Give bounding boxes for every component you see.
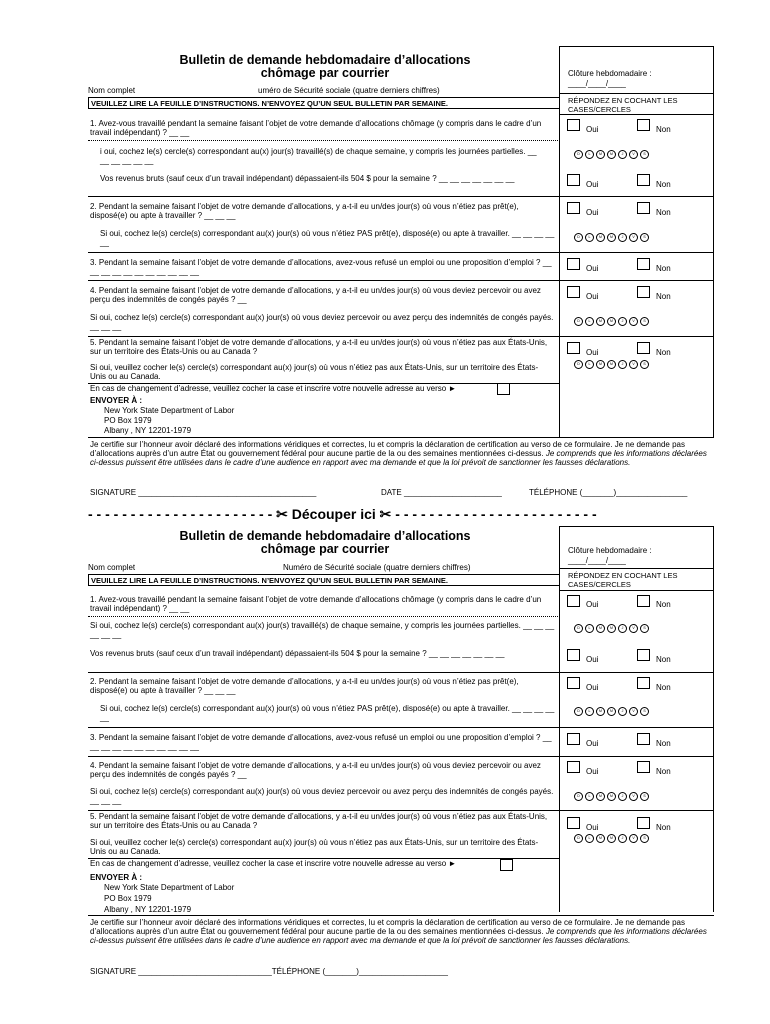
day-circle[interactable]: D	[574, 792, 583, 801]
question-5a: Si oui, veuillez cocher le(s) cercle(s) correspondant au(x) jour(s) où vous n’étiez pas aux États-Unis, sur un territoire des États-Unis ou au Canada.	[90, 838, 539, 856]
day-circle[interactable]: D	[574, 317, 583, 326]
day-circle[interactable]: J	[618, 624, 627, 633]
instructions-banner: VEUILLEZ LIRE LA FEUILLE D’INSTRUCTIONS. N’ENVOYEZ QU’UN SEUL BULLETIN PAR SEMAINE.	[88, 97, 560, 109]
day-circle[interactable]: M	[607, 317, 616, 326]
day-circle[interactable]: V	[629, 360, 638, 369]
day-circle[interactable]: V	[629, 233, 638, 242]
form-title	[155, 54, 495, 80]
day-circle[interactable]: L	[585, 834, 594, 843]
phone-field[interactable]: TÉLÉPHONE (_______)________________	[529, 488, 688, 497]
address-line-2: PO Box 1979	[104, 894, 152, 903]
day-circle[interactable]: J	[618, 834, 627, 843]
day-circle[interactable]: V	[629, 317, 638, 326]
address-line-1: New York State Department of Labor	[104, 406, 235, 415]
address-line-1: New York State Department of Labor	[104, 883, 235, 892]
q5-yes-checkbox[interactable]	[567, 342, 580, 354]
no-label: Non	[656, 264, 671, 273]
question-4: 4. Pendant la semaine faisant l’objet de votre demande d’allocations, y a-t-il eu un/des jour(s) où vous deviez percevoir ou avez perçu des indemnités de congés payés ? __	[90, 286, 541, 304]
day-circle[interactable]: V	[629, 834, 638, 843]
question-4a: Si oui, cochez le(s) cercle(s) correspondant au(x) jour(s) où vous deviez percevoir ou avez perçu des indemnités de congés payés. __ __ __	[90, 787, 554, 805]
day-circle[interactable]: L	[585, 707, 594, 716]
dotted-divider	[88, 616, 560, 617]
day-circle[interactable]: L	[585, 624, 594, 633]
divider	[88, 810, 714, 811]
address-line-3: Albany , NY 12201-1979	[104, 426, 192, 435]
q4-day-circles	[574, 792, 649, 801]
day-circle[interactable]: D	[574, 360, 583, 369]
day-circle[interactable]: D	[574, 233, 583, 242]
address-line-2: PO Box 1979	[104, 416, 152, 425]
q2-yes-checkbox[interactable]	[567, 677, 580, 689]
divider	[88, 915, 714, 916]
q1-yes-checkbox[interactable]	[567, 595, 580, 607]
divider	[559, 114, 714, 115]
cloture-field[interactable]: ____/____/____	[568, 79, 626, 88]
question-2: 2. Pendant la semaine faisant l’objet de votre demande d’allocations, y a-t-il eu un/des jour(s) où vous n’étiez pas prêt(e), disposé(e) ou apte à travailler ? __ __ __	[90, 202, 519, 220]
divider	[88, 437, 714, 438]
day-circle[interactable]: J	[618, 233, 627, 242]
signature-phone-field[interactable]: SIGNATURE ______________________________TÉLÉPHONE (_______)____________________	[90, 967, 448, 976]
q2-no-checkbox[interactable]	[637, 677, 650, 689]
question-1: 1. Avez-vous travaillé pendant la semaine faisant l’objet de votre demande d’allocations chômage (y compris dans le cadre d’un travail indépendant) ? __ __	[90, 119, 542, 137]
day-circle[interactable]: M	[607, 360, 616, 369]
yes-label: Oui	[586, 739, 599, 748]
day-circle[interactable]: V	[629, 150, 638, 159]
day-circle[interactable]: V	[629, 707, 638, 716]
yes-label: Oui	[586, 683, 599, 692]
day-circle[interactable]: L	[585, 792, 594, 801]
q1b-yes-checkbox[interactable]	[567, 174, 580, 186]
divider	[559, 568, 714, 569]
day-circle[interactable]: D	[574, 150, 583, 159]
no-label: Non	[656, 683, 671, 692]
question-1a: i oui, cochez le(s) cercle(s) correspondant au(x) jour(s) travaillé(s) de chaque semaine, y compris les journées partielles. __ __ __ __ __ __	[100, 147, 537, 165]
day-circle[interactable]: M	[596, 624, 605, 633]
instructions-banner: VEUILLEZ LIRE LA FEUILLE D’INSTRUCTIONS. N’ENVOYEZ QU’UN SEUL BULLETIN PAR SEMAINE.	[88, 574, 560, 586]
question-4a: Si oui, cochez le(s) cercle(s) correspondant au(x) jour(s) où vous deviez percevoir ou avez perçu des indemnités de congés payés. __ __ __	[90, 313, 554, 331]
day-circle[interactable]: M	[607, 624, 616, 633]
yes-label: Oui	[586, 208, 599, 217]
yes-label: Oui	[586, 600, 599, 609]
ssn-field-label: uméro de Sécurité sociale (quatre derniers chiffres)	[258, 86, 440, 95]
day-circle[interactable]: M	[596, 233, 605, 242]
question-5: 5. Pendant la semaine faisant l’objet de votre demande d’allocations, y a-t-il eu un/des jour(s) où vous n’étiez pas aux États-Unis, sur un territoire des États-Unis ou au Canada ?	[90, 812, 548, 830]
cut-here-line: - - - - - - - - - - - - - - - - - - - - - - ✂ Découper ici ✂ - - - - - - - - - - - - - - - - - - - - - - - -	[88, 506, 597, 522]
question-1a: Si oui, cochez le(s) cercle(s) correspondant au(x) jour(s) travaillé(s) de chaque semaine, y compris les journées partielles. __ __ __ __ __ __	[90, 621, 555, 639]
no-label: Non	[656, 823, 671, 832]
day-circle[interactable]: J	[618, 150, 627, 159]
day-circle[interactable]: M	[596, 792, 605, 801]
day-circle[interactable]: L	[585, 150, 594, 159]
question-5: 5. Pendant la semaine faisant l’objet de votre demande d’allocations, y a-t-il eu un/des jour(s) où vous n’étiez pas aux États-Unis, sur un territoire des États-Unis ou au Canada ?	[90, 338, 548, 356]
q1b-yes-checkbox[interactable]	[567, 649, 580, 661]
certification-text-normal: Je certifie sur l’honneur avoir déclaré des informations véridiques et correctes, lu et compris la déclaration de certification au verso de ce formulaire. Je ne demande pas d’allocations auprès d’un autre État ou gouvernement fédéral pour aucune partie de la ou des semaines mentionnées ci-dessus.	[90, 918, 685, 936]
yes-label: Oui	[586, 264, 599, 273]
address-change-checkbox[interactable]	[500, 859, 513, 871]
no-label: Non	[656, 739, 671, 748]
day-circle[interactable]: V	[629, 792, 638, 801]
right-box-top-border	[559, 46, 714, 47]
send-to-label: ENVOYER À :	[90, 873, 143, 882]
name-field-label: Nom complet	[88, 563, 136, 572]
day-circle[interactable]: M	[607, 233, 616, 242]
day-circle[interactable]: S	[640, 792, 649, 801]
cloture-label: Clôture hebdomadaire :	[568, 546, 652, 555]
repondez-label: RÉPONDEZ EN COCHANT LES	[568, 571, 678, 580]
day-circle[interactable]: S	[640, 317, 649, 326]
q1-no-checkbox[interactable]	[637, 595, 650, 607]
day-circle[interactable]: J	[618, 360, 627, 369]
cloture-field[interactable]: ____/____/____	[568, 556, 626, 565]
day-circle[interactable]: S	[640, 834, 649, 843]
day-circle[interactable]: L	[585, 360, 594, 369]
q5-yes-checkbox[interactable]	[567, 817, 580, 829]
q5-day-circles	[574, 360, 649, 369]
no-label: Non	[656, 655, 671, 664]
address-change-checkbox[interactable]	[497, 383, 510, 395]
q1-yes-checkbox[interactable]	[567, 119, 580, 131]
address-change-text: En cas de changement d’adresse, veuillez cocher la case et inscrire votre nouvelle adresse au verso ►	[90, 384, 457, 393]
q4-no-checkbox[interactable]	[637, 761, 650, 773]
day-circle[interactable]: J	[618, 792, 627, 801]
day-circle[interactable]: M	[607, 150, 616, 159]
yes-label: Oui	[586, 292, 599, 301]
q1-day-circles	[574, 150, 649, 159]
day-circle[interactable]: S	[640, 150, 649, 159]
divider	[559, 93, 714, 94]
yes-label: Oui	[586, 125, 599, 134]
q1b-no-checkbox[interactable]	[637, 649, 650, 661]
certification-text-italic: Je comprends que les informations déclarées ci-dessus puissent être utilisées dans le cadre d’une audience en rapport avec ma demande et que la loi prévoit de sanctionner les fausses déclarations.	[90, 927, 707, 945]
q1-day-circles	[574, 624, 649, 633]
date-field[interactable]: DATE ______________________	[381, 488, 502, 497]
repondez-label-2: CASES/CERCLES	[568, 580, 631, 589]
title-line2: chômage par courrier	[260, 66, 390, 80]
question-3: 3. Pendant la semaine faisant l’objet de votre demande d’allocations, avez-vous refusé un emploi ou une proposition d’emploi ? __ __ __ __ __ __ __ __ __ __ __	[90, 258, 552, 276]
yes-label: Oui	[586, 823, 599, 832]
day-circle[interactable]: S	[640, 624, 649, 633]
yes-label: Oui	[586, 655, 599, 664]
question-3: 3. Pendant la semaine faisant l’objet de votre demande d’allocations, avez-vous refusé un emploi ou une proposition d’emploi ? __ __ __ __ __ __ __ __ __ __ __	[90, 733, 552, 751]
yes-label: Oui	[586, 180, 599, 189]
title-line1: Bulletin de demande hebdomadaire d’allocations	[179, 53, 471, 67]
right-box-right-border	[713, 526, 714, 912]
day-circle[interactable]: M	[596, 150, 605, 159]
day-circle[interactable]: L	[585, 317, 594, 326]
question-4: 4. Pendant la semaine faisant l’objet de votre demande d’allocations, y a-t-il eu un/des jour(s) où vous deviez percevoir ou avez perçu des indemnités de congés payés ? __	[90, 761, 541, 779]
title-line1: Bulletin de demande hebdomadaire d’allocations	[179, 529, 471, 543]
question-1b: Vos revenus bruts (sauf ceux d’un travail indépendant) dépassaient-ils 504 $ pour la semaine ? __ __ __ __ __ __ __	[90, 649, 505, 658]
divider	[88, 336, 714, 337]
yes-label: Oui	[586, 348, 599, 357]
question-5a: Si oui, veuillez cocher le(s) cercle(s) correspondant au(x) jour(s) où vous n’étiez pas aux États-Unis, sur un territoire des États-Unis ou au Canada.	[90, 363, 539, 381]
day-circle[interactable]: S	[640, 360, 649, 369]
q3-no-checkbox[interactable]	[637, 733, 650, 745]
address-change-text: En cas de changement d’adresse, veuillez cocher la case et inscrire votre nouvelle adresse au verso ►	[90, 859, 457, 868]
day-circle[interactable]: M	[607, 792, 616, 801]
dotted-divider	[88, 140, 560, 141]
day-circle[interactable]: D	[574, 707, 583, 716]
day-circle[interactable]: S	[640, 233, 649, 242]
q4-yes-checkbox[interactable]	[567, 286, 580, 298]
repondez-label-2: CASES/CERCLES	[568, 105, 631, 114]
no-label: Non	[656, 767, 671, 776]
q1b-no-checkbox[interactable]	[637, 174, 650, 186]
question-2a: Si oui, cochez le(s) cercle(s) correspondant au(x) jour(s) où vous n’étiez PAS prêt(e), disposé(e) ou apte à travailler. __ __ __ __ __	[100, 229, 555, 247]
q2-day-circles	[574, 707, 649, 716]
right-box-top-border	[559, 526, 714, 527]
q3-yes-checkbox[interactable]	[567, 733, 580, 745]
day-circle[interactable]: J	[618, 317, 627, 326]
ssn-field-label: Numéro de Sécurité sociale (quatre derniers chiffres)	[283, 563, 471, 572]
day-circle[interactable]: M	[596, 834, 605, 843]
day-circle[interactable]: V	[629, 624, 638, 633]
q3-no-checkbox[interactable]	[637, 258, 650, 270]
day-circle[interactable]: D	[574, 624, 583, 633]
day-circle[interactable]: M	[596, 317, 605, 326]
no-label: Non	[656, 180, 671, 189]
divider	[88, 252, 714, 253]
no-label: Non	[656, 348, 671, 357]
name-field-label: Nom complet	[88, 86, 136, 95]
certification-text-normal: Je certifie sur l’honneur avoir déclaré des informations véridiques et correctes, lu et compris la déclaration de certification au verso de ce formulaire. Je ne demande pas d’allocations auprès d’un autre État ou gouvernement fédéral pour aucune partie de la ou des semaines mentionnées ci-dessus.	[90, 440, 685, 458]
divider	[88, 672, 714, 673]
question-1: 1. Avez-vous travaillé pendant la semaine faisant l’objet de votre demande d’allocations chômage (y compris dans le cadre d’un travail indépendant) ? __ __	[90, 595, 542, 613]
q5-day-circles	[574, 834, 649, 843]
signature-field[interactable]: SIGNATURE ________________________________________	[90, 488, 317, 497]
form-title	[155, 530, 495, 556]
certification-text	[90, 918, 714, 945]
q5-no-checkbox[interactable]	[637, 342, 650, 354]
send-to-label: ENVOYER À :	[90, 396, 143, 405]
certification-text-italic: Je comprends que les informations déclarées ci-dessus puissent être utilisées dans le cadre d’une audience en rapport avec ma demande et que la loi prévoit de sanctionner les fausses déclarations.	[90, 449, 707, 467]
q5-no-checkbox[interactable]	[637, 817, 650, 829]
day-circle[interactable]: M	[607, 707, 616, 716]
question-1b: Vos revenus bruts (sauf ceux d’un travail indépendant) dépassaient-ils 504 $ pour la semaine ? __ __ __ __ __ __ __	[100, 174, 515, 183]
right-box-right-border	[713, 46, 714, 437]
day-circle[interactable]: J	[618, 707, 627, 716]
divider	[559, 590, 714, 591]
no-label: Non	[656, 208, 671, 217]
day-circle[interactable]: L	[585, 233, 594, 242]
question-2a: Si oui, cochez le(s) cercle(s) correspondant au(x) jour(s) où vous n’étiez PAS prêt(e), disposé(e) ou apte à travailler. __ __ __ __ __	[100, 704, 555, 722]
q4-day-circles	[574, 317, 649, 326]
title-line2: chômage par courrier	[260, 542, 390, 556]
no-label: Non	[656, 600, 671, 609]
q2-yes-checkbox[interactable]	[567, 202, 580, 214]
q3-yes-checkbox[interactable]	[567, 258, 580, 270]
yes-label: Oui	[586, 767, 599, 776]
no-label: Non	[656, 292, 671, 301]
day-circle[interactable]: M	[596, 707, 605, 716]
q2-no-checkbox[interactable]	[637, 202, 650, 214]
divider	[88, 280, 714, 281]
day-circle[interactable]: D	[574, 834, 583, 843]
q4-no-checkbox[interactable]	[637, 286, 650, 298]
q1-no-checkbox[interactable]	[637, 119, 650, 131]
cloture-label: Clôture hebdomadaire :	[568, 69, 652, 78]
q2-day-circles	[574, 233, 649, 242]
divider	[88, 196, 714, 197]
q4-yes-checkbox[interactable]	[567, 761, 580, 773]
day-circle[interactable]: M	[607, 834, 616, 843]
question-2: 2. Pendant la semaine faisant l’objet de votre demande d’allocations, y a-t-il eu un/des jour(s) où vous n’étiez pas prêt(e), disposé(e) ou apte à travailler ? __ __ __	[90, 677, 519, 695]
divider	[88, 727, 714, 728]
day-circle[interactable]: S	[640, 707, 649, 716]
divider	[88, 756, 714, 757]
no-label: Non	[656, 125, 671, 134]
address-line-3: Albany , NY 12201-1979	[104, 905, 192, 914]
day-circle[interactable]: M	[596, 360, 605, 369]
repondez-label: RÉPONDEZ EN COCHANT LES	[568, 96, 678, 105]
certification-text	[90, 440, 714, 467]
